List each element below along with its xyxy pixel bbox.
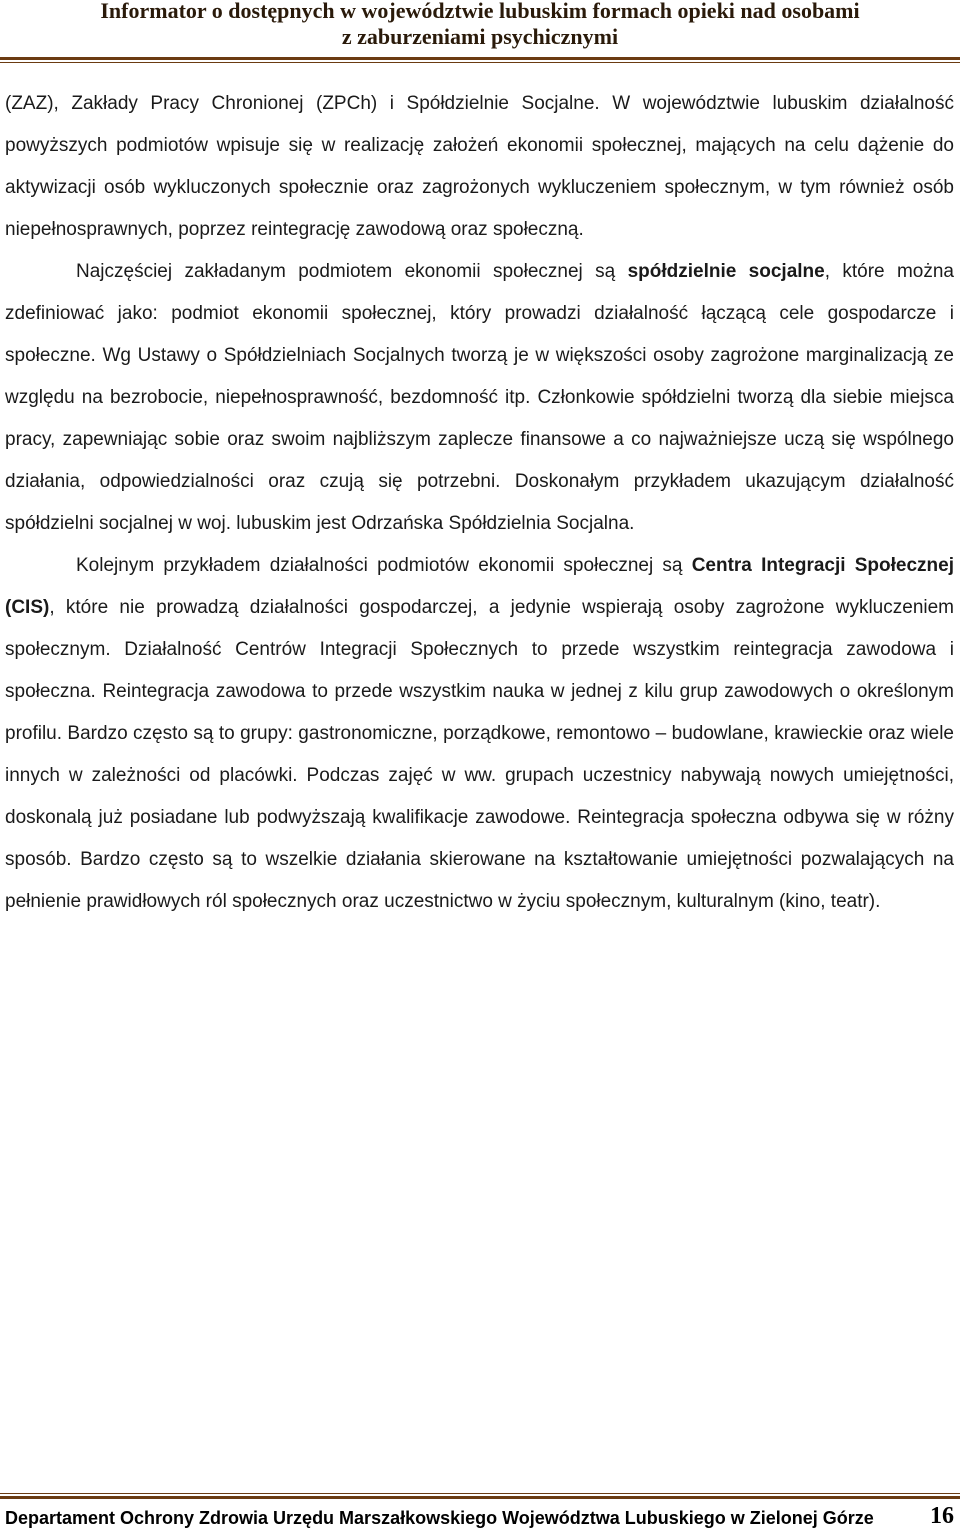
footer-department: Departament Ochrony Zdrowia Urzędu Marszałkowskiego Województwa Lubuskiego w Zielonej Górze <box>5 1508 874 1528</box>
header-divider-thick <box>0 57 960 60</box>
paragraph-2-bold-term: spółdzielnie socjalne <box>627 261 825 282</box>
paragraph-2-text-before: Najczęściej zakładanym podmiotem ekonomii społecznej są <box>76 261 628 282</box>
paragraph-3-text-before: Kolejnym przykładem działalności podmiotów ekonomii społecznej są <box>76 555 692 576</box>
footer-divider-thin <box>0 1493 960 1494</box>
header-divider-thin <box>0 62 960 63</box>
footer-divider-thick <box>0 1496 960 1499</box>
header-title-line1: Informator o dostępnych w województwie lubuskim formach opieki nad osobami <box>100 0 860 23</box>
paragraph-3-text-after: , które nie prowadzą działalności gospodarczej, a jedynie wspierają osoby zagrożone wykluczeniem społecznym. Działalność Centrów Integracji Społecznych to przede wszystkim reintegracja zawodowa i społeczna. Reintegracja zawodowa to przede wszystkim nauka w jednej z kilu grup zawodowych o określonym profilu. Bardzo często są to grupy: gastronomiczne, porządkowe, remontowo – budowlane, krawieckie oraz wiele innych w zależności od placówki. Podczas zajęć w ww. grupach uczestnicy nabywają nowych umiejętności, doskonalą już posiadane lub podwyższają kwalifikacje zawodowe. Reintegracja społeczna odbywa się w różny sposób. Bardzo często są to wszelkie działania skierowane na kształtowanie umiejętności pozwalających na pełnienie prawidłowych ról społecznych oraz uczestnictwo w życiu społecznym, kulturalnym (kino, teatr). <box>5 597 954 912</box>
paragraph-2-text-after: , które można zdefiniować jako: podmiot ekonomii społecznej, który prowadzi działalność łączącą cele gospodarcze i społeczne. Wg Ustawy o Spółdzielniach Socjalnych tworzą je w większości osoby zagrożone marginalizacją ze względu na bezrobocie, niepełnosprawność, bezdomność itp. Członkowie spółdzielni tworzą dla siebie miejsca pracy, zapewniając sobie oraz swoim najbliższym zaplecze finansowe a co najważniejsze uczą się wspólnego działania, odpowiedzialności oraz czują się potrzebni. Doskonałym przykładem ukazującym działalność spółdzielni socjalnej w woj. lubuskim jest Odrzańska Spółdzielnia Socjalna. <box>5 261 955 534</box>
body-content <box>5 83 954 923</box>
page-number: 16 <box>930 1503 954 1529</box>
header-title-line2: z zaburzeniami psychicznymi <box>341 24 619 49</box>
paragraph-1: (ZAZ), Zakłady Pracy Chronionej (ZPCh) i Spółdzielnie Socjalne. W województwie lubuskim działalność powyższych podmiotów wpisuje się w realizację założeń ekonomii społecznej, mających na celu dążenie do aktywizacji osób wykluczonych społecznie oraz zagrożonych wykluczeniem społecznym, w tym również osób niepełnosprawnych, poprzez reintegrację zawodową oraz społeczną. <box>5 93 954 240</box>
paragraph-3-bold-term: Centra Integracji Społecznej (CIS) <box>5 555 954 618</box>
paragraph-2 <box>5 251 954 545</box>
paragraph-3 <box>5 545 954 923</box>
